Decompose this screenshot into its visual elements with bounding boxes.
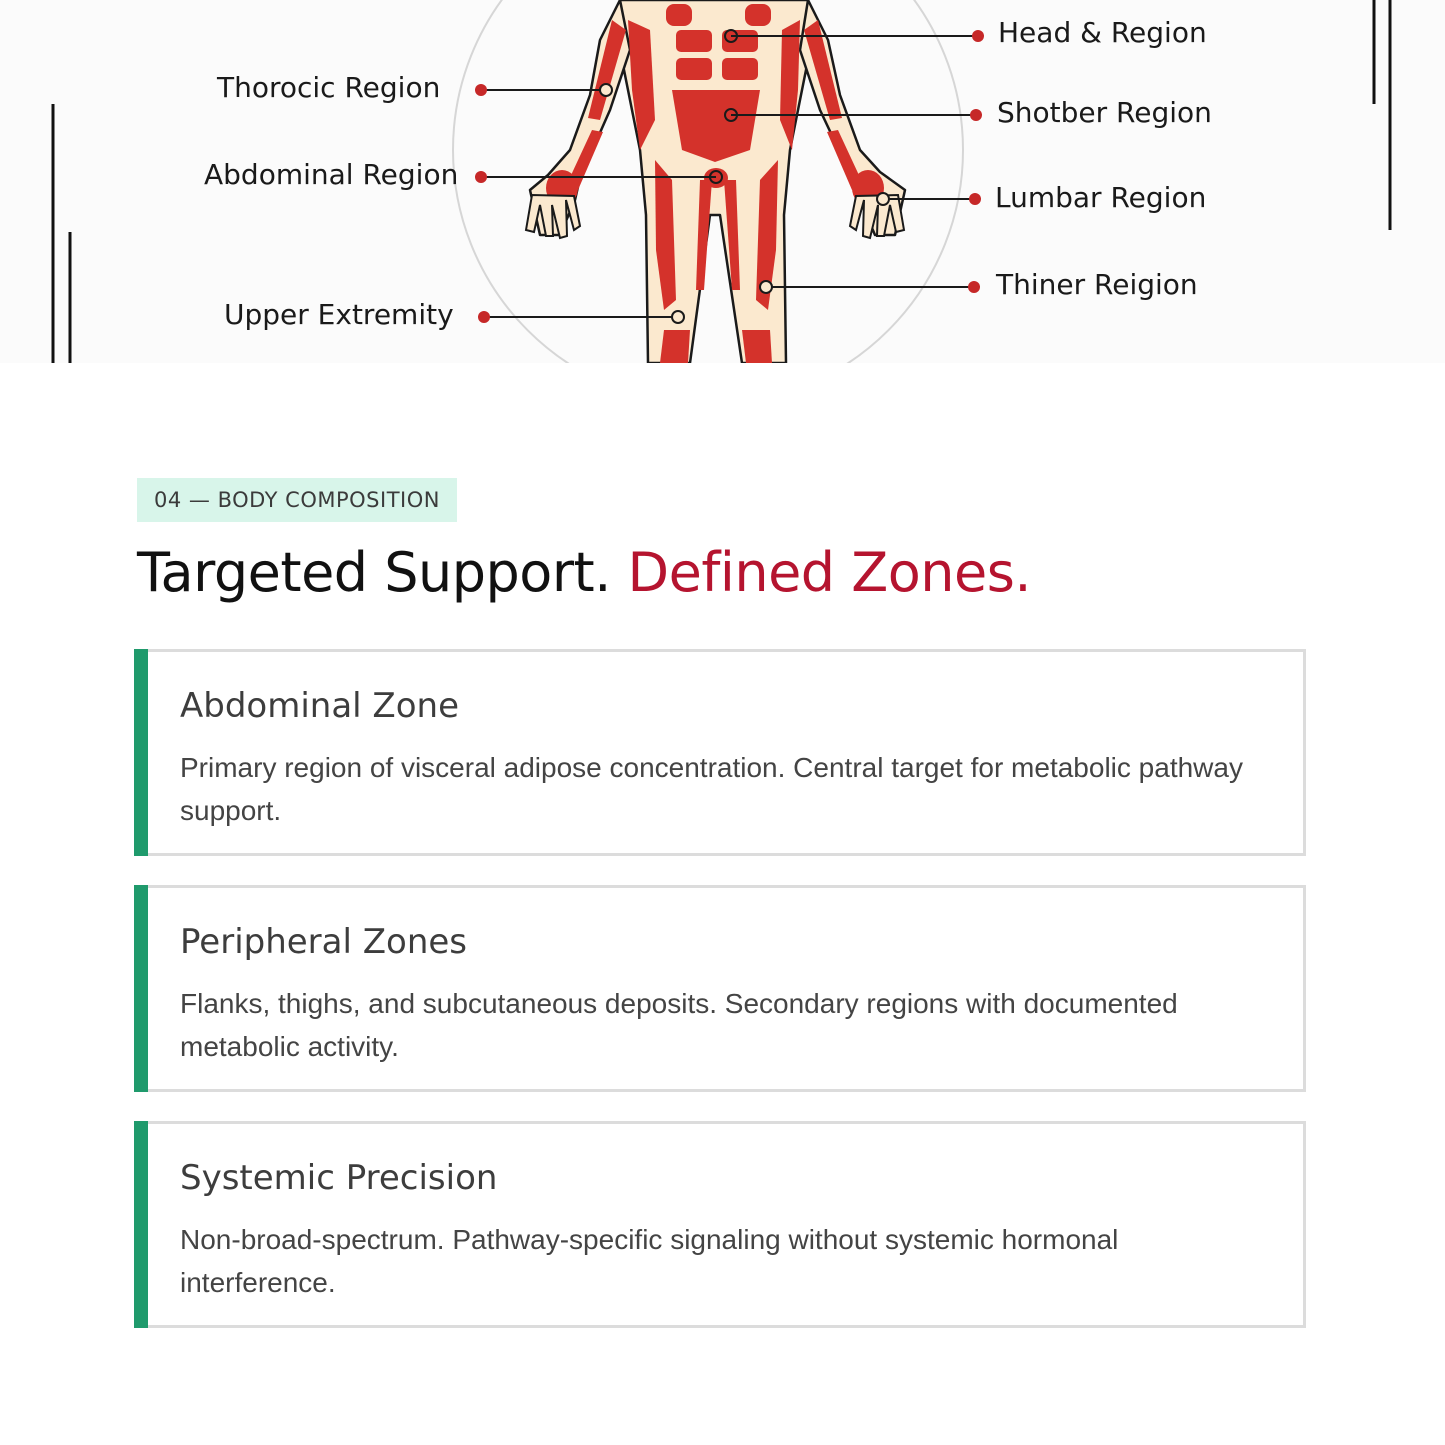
card-description: Non-broad-spectrum. Pathway-specific signaling without systemic hormonal interference.: [180, 1224, 1119, 1299]
body-diagram: [0, 0, 1445, 363]
card-title: Systemic Precision: [180, 1158, 498, 1198]
section-tag: 04 — BODY COMPOSITION: [137, 478, 457, 522]
label-thiner-reigion: Thiner Reigion: [996, 268, 1198, 301]
zone-card-systemic: [134, 1121, 1306, 1328]
card-accent-bar: [134, 649, 148, 856]
card-accent-bar: [134, 885, 148, 1092]
card-title: Peripheral Zones: [180, 922, 468, 962]
headline-main: Targeted Support.: [137, 541, 611, 604]
section-headline: [137, 542, 1309, 604]
label-shotber-region: Shotber Region: [997, 96, 1212, 129]
label-abdominal-region: Abdominal Region: [204, 158, 459, 191]
label-lumbar-region: Lumbar Region: [995, 181, 1207, 214]
zone-card-peripheral: [134, 885, 1306, 1092]
label-thorocic-region: Thorocic Region: [217, 71, 441, 104]
card-description: Flanks, thighs, and subcutaneous deposits. Secondary regions with documented metabolic activity.: [180, 988, 1178, 1063]
label-upper-extremity: Upper Extremity: [224, 298, 454, 331]
card-title: Abdominal Zone: [180, 686, 459, 726]
card-accent-bar: [134, 1121, 148, 1328]
zone-card-abdominal: [134, 649, 1306, 856]
headline-accent: Defined Zones.: [627, 541, 1032, 604]
card-description: Primary region of visceral adipose concentration. Central target for metabolic pathway support.: [180, 752, 1243, 827]
body-composition-section: [137, 478, 1309, 604]
label-head-region: Head & Region: [998, 16, 1207, 49]
